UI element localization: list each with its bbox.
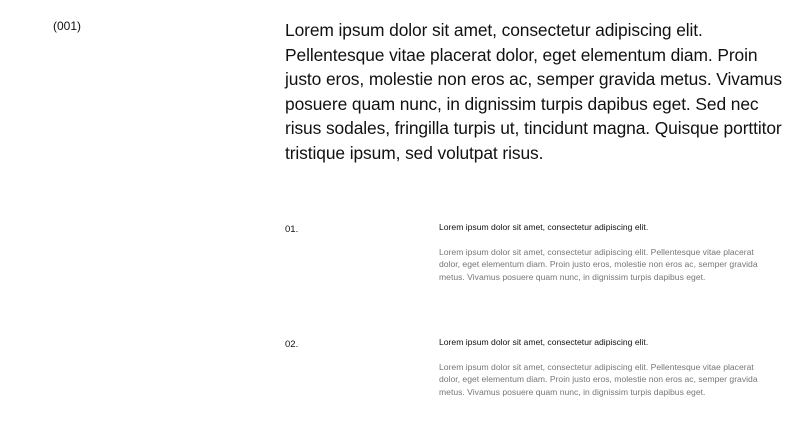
item-description: Lorem ipsum dolor sit amet, consectetur adipiscing elit. Pellentesque vitae placerat dolor, eget elementum diam. Proin justo eros, molestie non eros ac, semper gravida metus. Vivamus posuere quam nunc, in dignissim turpis dapibus eget. bbox=[439, 247, 758, 282]
item-number: 02. bbox=[285, 339, 299, 350]
item-number: 01. bbox=[285, 224, 299, 235]
lead-paragraph: Lorem ipsum dolor sit amet, consectetur adipiscing elit. Pellentesque vitae placerat dolor, eget elementum diam. Proin justo eros, molestie non eros ac, semper gravida metus. Vivamus posuere quam nunc, in dignissim turpis dapibus eget. Sed nec risus sodales, fringilla turpis ut, tincidunt magna. Quisque porttitor tristique ipsum, sed volutpat risus. bbox=[285, 20, 782, 163]
item-title: Lorem ipsum dolor sit amet, consectetur adipiscing elit. bbox=[439, 337, 649, 347]
item-title: Lorem ipsum dolor sit amet, consectetur adipiscing elit. bbox=[439, 222, 649, 232]
item-description: Lorem ipsum dolor sit amet, consectetur adipiscing elit. Pellentesque vitae placerat dolor, eget elementum diam. Proin justo eros, molestie non eros ac, semper gravida metus. Vivamus posuere quam nunc, in dignissim turpis dapibus eget. bbox=[439, 362, 758, 397]
section-number: (001) bbox=[53, 19, 82, 33]
